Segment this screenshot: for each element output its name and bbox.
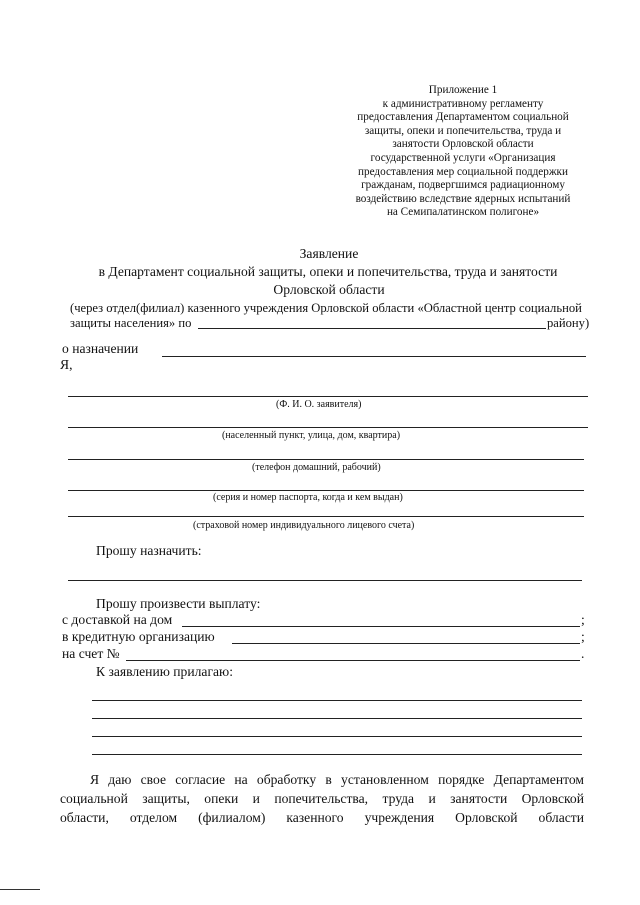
credit-org-label: в кредитную организацию [62, 629, 215, 644]
credit-org-semicolon: ; [581, 629, 585, 644]
attach-field[interactable] [92, 700, 582, 701]
consent-paragraph [60, 770, 584, 827]
attach-field[interactable] [92, 736, 582, 737]
delivery-field[interactable] [182, 626, 580, 627]
attach-field[interactable] [92, 718, 582, 719]
appendix-line: воздействию вследствие ядерных испытаний [355, 192, 571, 205]
appendix-line: занятости Орловской области [392, 138, 534, 151]
passport-caption: (серия и номер паспорта, когда и кем выдан) [213, 492, 403, 503]
request-payment-label: Прошу произвести выплату: [96, 596, 261, 611]
consent-line: социальной защиты, опеки и попечительства, труда и занятости Орловской [60, 791, 584, 806]
snils-caption: (страховой номер индивидуального лицевого счета) [193, 520, 415, 531]
passport-field[interactable] [68, 490, 584, 491]
appendix-line: государственной услуги «Организация [370, 151, 556, 164]
appendix-line: Приложение 1 [428, 84, 498, 96]
address-caption: (населенный пункт, улица, дом, квартира) [222, 430, 401, 441]
delivery-label: с доставкой на дом [62, 612, 173, 627]
addressee-line: в Департамент социальной защиты, опеки и попечительства, труда и занятости [98, 264, 558, 279]
appendix-line: к административному регламенту [382, 97, 544, 110]
document-title: Заявление [299, 246, 359, 261]
attach-field[interactable] [92, 754, 582, 755]
branch-district-suffix: району) [547, 316, 590, 330]
account-period: . [581, 646, 585, 661]
snils-field[interactable] [68, 516, 584, 517]
phone-caption: (телефон домашний, рабочий) [252, 462, 381, 473]
appendix-line: предоставления Департаментом социальной [357, 111, 569, 124]
phone-field[interactable] [68, 459, 584, 460]
district-field[interactable] [198, 328, 546, 329]
request-assign-label: Прошу назначить: [96, 543, 202, 558]
addressee-region: Орловской области [273, 282, 385, 297]
attach-label: К заявлению прилагаю: [96, 664, 233, 679]
delivery-semicolon: ; [581, 612, 585, 627]
appendix-line: защиты, опеки и попечительства, труда и [364, 124, 562, 137]
appendix-line: на Семипалатинском полигоне» [386, 206, 540, 219]
consent-line: Я даю свое согласие на обработку в установленном порядке Департаментом [90, 772, 584, 787]
scan-edge-mark [0, 889, 40, 890]
appendix-line: гражданам, подвергшимся радиационному [361, 179, 565, 192]
account-field[interactable] [126, 660, 580, 661]
fio-field[interactable] [68, 396, 588, 397]
account-label: на счет № [62, 646, 120, 661]
purpose-label: о назначении [62, 341, 139, 356]
appendix-line: предоставления мер социальной поддержки [358, 165, 568, 178]
purpose-field[interactable] [162, 356, 586, 357]
branch-line: (через отдел(филиал) казенного учреждения Орловской области «Областной центр социальной [70, 301, 582, 315]
appendix-note [318, 84, 608, 220]
credit-org-field[interactable] [232, 643, 580, 644]
applicant-label: Я, [60, 357, 73, 372]
address-field[interactable] [68, 427, 588, 428]
branch-district-prefix: защиты населения» по [70, 316, 192, 330]
assign-field[interactable] [68, 580, 582, 581]
fio-caption: (Ф. И. О. заявителя) [276, 399, 362, 410]
consent-line: области, отделом (филиалом) казенного учреждения Орловской области [60, 810, 584, 825]
